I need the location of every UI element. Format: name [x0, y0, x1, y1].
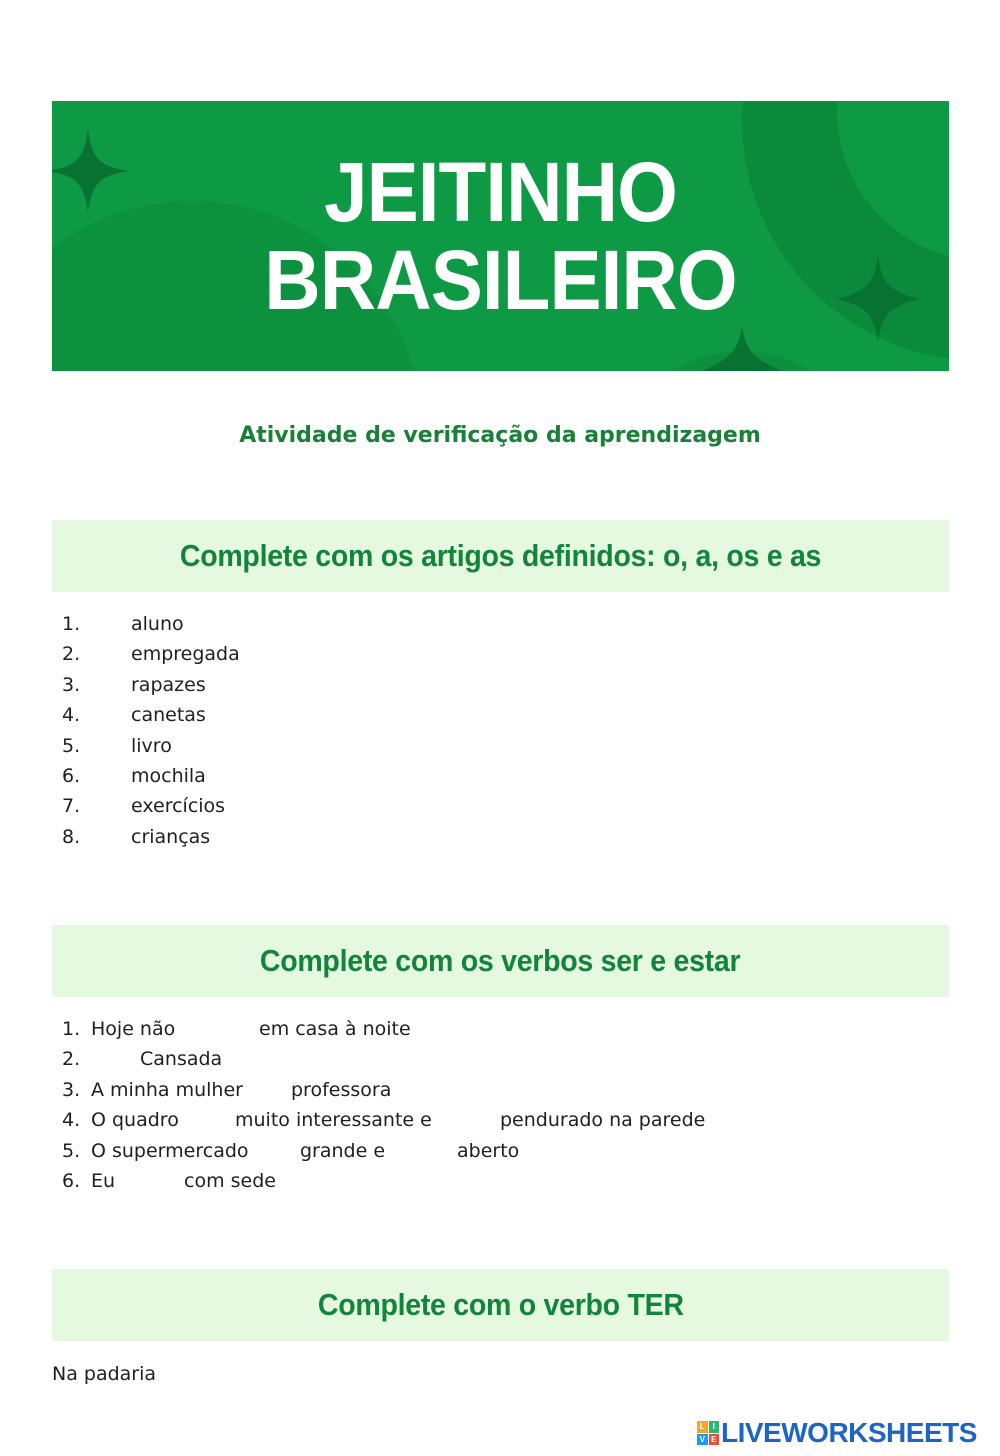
item-text: aluno — [131, 613, 184, 635]
item-text: com sede — [184, 1169, 276, 1192]
item-number: 5. — [62, 734, 81, 757]
item-number: 1. — [62, 613, 81, 635]
item-text: O quadro — [91, 1109, 179, 1132]
item-text: professora — [291, 1078, 392, 1101]
item-number: 6. — [62, 764, 81, 787]
banner-title-line1: JEITINHO — [324, 145, 677, 239]
item-text: aberto — [457, 1139, 520, 1162]
item-text: Cansada — [140, 1048, 223, 1071]
logo-letter: I — [709, 1421, 720, 1433]
section-ter-header — [52, 1269, 949, 1341]
item-text: crianças — [131, 825, 211, 848]
section-articles-heading: Complete com os artigos definidos: o, a, os e as — [179, 538, 822, 573]
item-number: 3. — [62, 673, 81, 696]
item-text: pendurado na parede — [500, 1109, 706, 1132]
item-text: empregada — [131, 643, 240, 666]
item-number: 7. — [62, 795, 81, 818]
brand-name: LIVEWORKSHEETS — [721, 1417, 977, 1448]
logo-letter: E — [709, 1434, 720, 1446]
section-verbs-heading: Complete com os verbos ser e estar — [260, 943, 741, 978]
banner-title — [83, 101, 917, 371]
section-ter-text: Na padaria — [52, 1363, 157, 1385]
item-text: muito interessante e — [235, 1109, 432, 1132]
page-subtitle: Atividade de verificação da aprendizagem — [239, 423, 761, 448]
item-text: Eu — [91, 1169, 116, 1192]
title-banner — [52, 101, 949, 371]
item-number: 2. — [62, 643, 81, 666]
item-text: A minha mulher — [91, 1078, 243, 1101]
item-text: em casa à noite — [259, 1018, 411, 1040]
item-number: 1. — [62, 1018, 81, 1040]
logo-letter: V — [697, 1434, 708, 1446]
logo-icon — [697, 1421, 719, 1445]
item-number: 8. — [62, 825, 81, 848]
item-text: rapazes — [131, 673, 206, 696]
section-verbs-header — [52, 925, 949, 997]
item-text: canetas — [131, 704, 206, 727]
banner-title-line2: BRASILEIRO — [264, 233, 737, 327]
item-number: 6. — [62, 1169, 81, 1192]
item-number: 5. — [62, 1139, 81, 1162]
item-text: livro — [131, 734, 172, 757]
logo-letter: L — [697, 1421, 708, 1433]
item-text: mochila — [131, 764, 206, 787]
section-articles-header — [52, 520, 949, 592]
item-number: 4. — [62, 704, 81, 727]
item-text: O supermercado — [91, 1139, 249, 1162]
item-text: exercícios — [131, 795, 226, 818]
item-text: Hoje não — [91, 1018, 176, 1040]
item-number: 4. — [62, 1109, 81, 1132]
item-number: 3. — [62, 1078, 81, 1101]
liveworksheets-logo[interactable] — [697, 1418, 977, 1448]
section-ter-heading: Complete com o verbo TER — [317, 1287, 684, 1322]
item-text: grande e — [300, 1139, 386, 1162]
item-number: 2. — [62, 1048, 81, 1071]
